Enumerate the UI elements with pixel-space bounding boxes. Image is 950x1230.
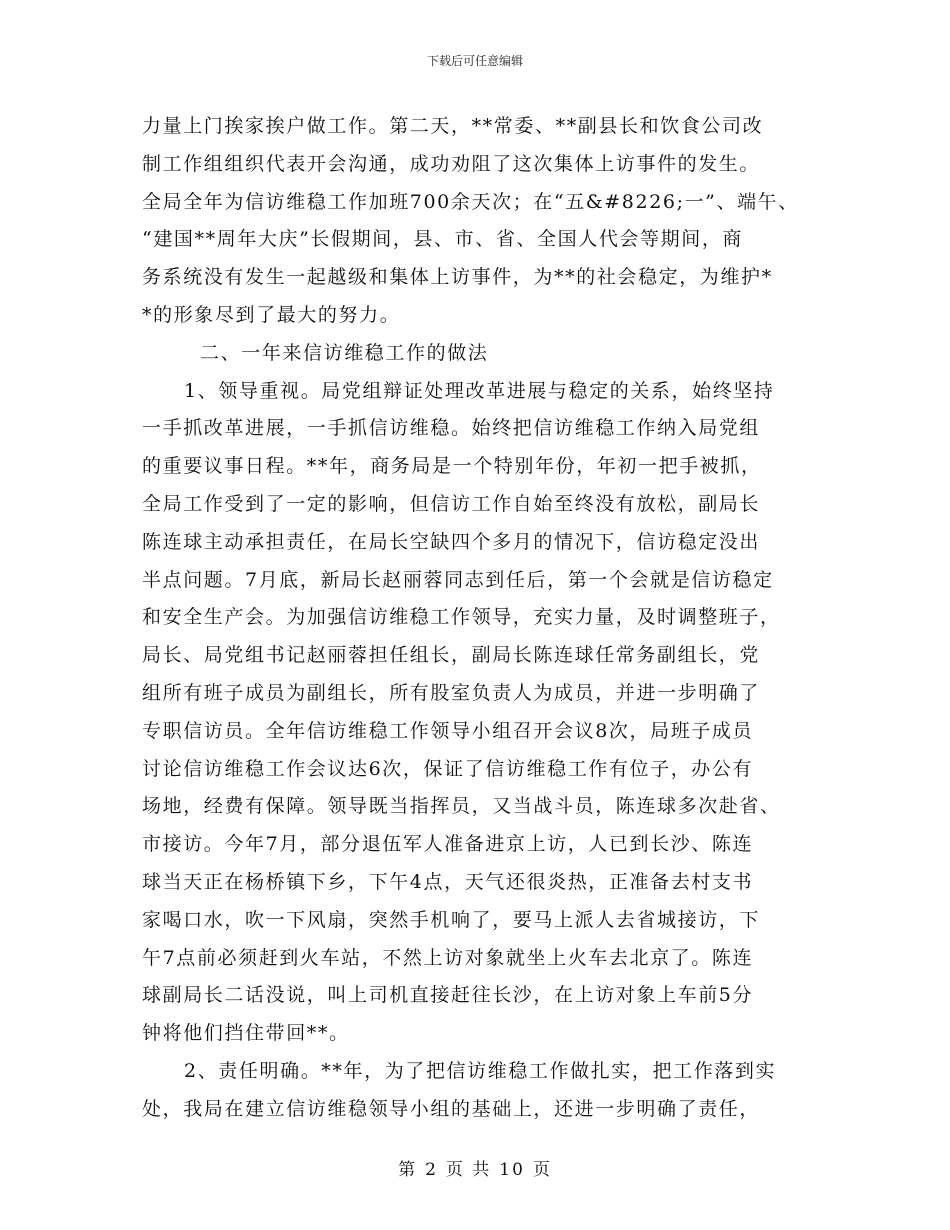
text-line: 局长、局党组书记赵丽蓉担任组长，副局长陈连球任常务副组长，党 bbox=[142, 644, 761, 667]
document-body bbox=[142, 108, 818, 1129]
text-line: 处，我局在建立信访维稳领导小组的基础上，还进一步明确了责任， bbox=[142, 1097, 761, 1120]
text-line: *的形象尽到了最大的努力。 bbox=[142, 303, 401, 326]
text-line: 家喝口水，吹一下风扇，突然手机响了，要马上派人去省城接访，下 bbox=[142, 908, 761, 931]
text-line: 一手抓改革进展，一手抓信访维稳。始终把信访维稳工作纳入局党组 bbox=[142, 417, 761, 440]
total-page-count: 10 bbox=[499, 1160, 525, 1180]
text-line: 全局全年为信访维稳工作加班700余天次；在“五&#8226;一”、端午、 bbox=[142, 190, 799, 213]
text-line: 半点问题。7月底，新局长赵丽蓉同志到任后，第一个会就是信访稳定 bbox=[142, 568, 774, 591]
text-line: 务系统没有发生一起越级和集体上访事件，为**的社会稳定，为维护* bbox=[142, 266, 773, 289]
text-line: 市接访。今年7月，部分退伍军人准备进京上访，人已到长沙、陈连 bbox=[142, 833, 754, 856]
footer-mid: 页 共 bbox=[445, 1160, 492, 1180]
text-line: 专职信访员。全年信访维稳工作领导小组召开会议8次，局班子成员 bbox=[142, 719, 754, 742]
footer-prefix: 第 bbox=[398, 1160, 418, 1180]
text-line: 场地，经费有保障。领导既当指挥员，又当战斗员，陈连球多次赴省、 bbox=[142, 795, 781, 818]
section-heading: 二、一年来信访维稳工作的做法 bbox=[200, 341, 489, 364]
text-line: 的重要议事日程。**年，商务局是一个特别年份，年初一把手被抓， bbox=[142, 455, 762, 478]
text-line: 讨论信访维稳工作会议达6次，保证了信访维稳工作有位子，办公有 bbox=[142, 757, 754, 780]
text-line: 午7点前必须赶到火车站，不然上访对象就坐上火车去北京了。陈连 bbox=[142, 946, 754, 969]
paragraph-start-line: 2、责任明确。**年，为了把信访维稳工作做扎实，把工作落到实 bbox=[184, 1059, 777, 1082]
text-line: 力量上门挨家挨户做工作。第二天，**常委、**副县长和饮食公司改 bbox=[142, 115, 764, 137]
page-header: 下载后可任意编辑 bbox=[426, 54, 523, 68]
footer-suffix: 页 bbox=[532, 1160, 552, 1180]
text-line: 钟将他们挡住带回**。 bbox=[142, 1022, 350, 1045]
page-footer bbox=[0, 1155, 950, 1180]
text-line: 制工作组组织代表开会沟通，成功劝阻了这次集体上访事件的发生。 bbox=[142, 152, 761, 175]
current-page-number: 2 bbox=[425, 1160, 438, 1180]
text-line: 和安全生产会。为加强信访维稳工作领导，充实力量，及时调整班子， bbox=[142, 606, 781, 629]
text-line: 全局工作受到了一定的影响，但信访工作自始至终没有放松，副局长 bbox=[142, 492, 761, 515]
text-line: “建国**周年大庆”长假期间，县、市、省、全国人代会等期间，商 bbox=[142, 228, 744, 251]
text-line: 组所有班子成员为副组长，所有股室负责人为成员，并进一步明确了 bbox=[142, 681, 761, 704]
paragraph-start-line: 1、领导重视。局党组辩证处理改革进展与稳定的关系，始终坚持 bbox=[184, 379, 775, 402]
text-line: 球当天正在杨桥镇下乡，下午4点，天气还很炎热，正准备去村支书 bbox=[142, 870, 754, 893]
text-line: 陈连球主动承担责任，在局长空缺四个多月的情况下，信访稳定没出 bbox=[142, 530, 761, 553]
text-line: 球副局长二话没说，叫上司机直接赶往长沙，在上访对象上车前5分 bbox=[142, 984, 754, 1007]
